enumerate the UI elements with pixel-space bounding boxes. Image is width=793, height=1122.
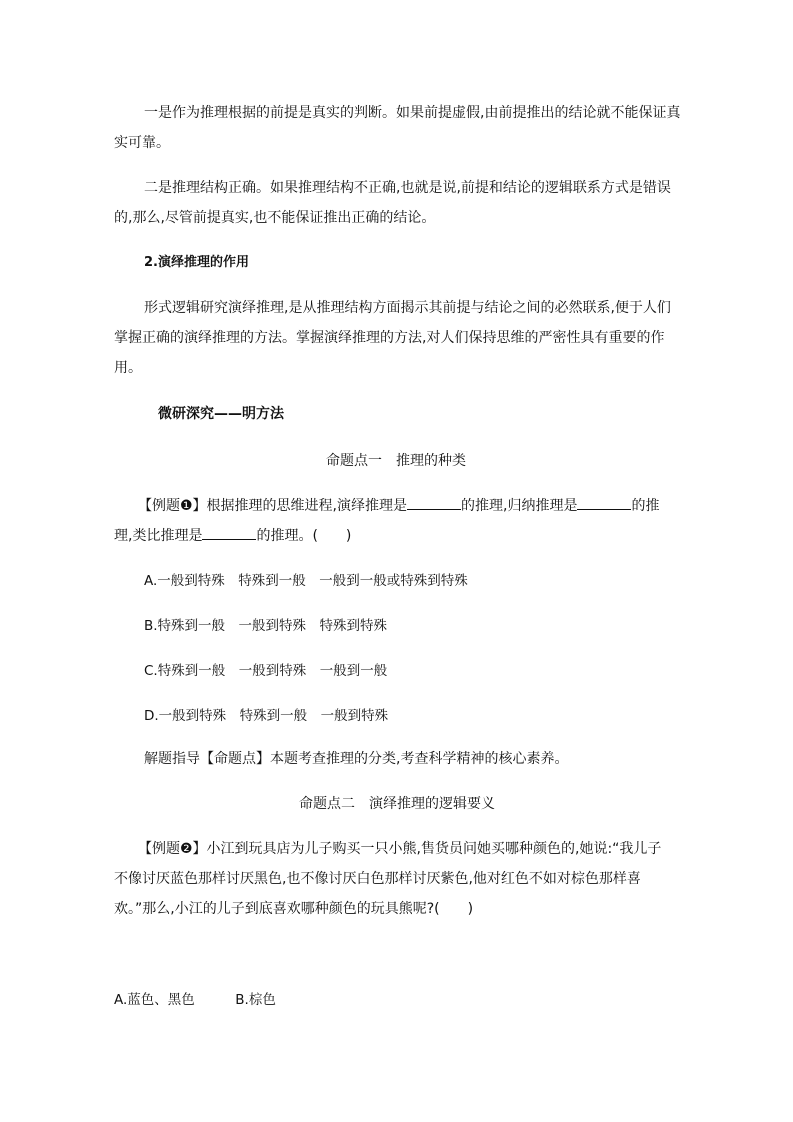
paragraph-line: 的,那么,尽管前提真实,也不能保证推出正确的结论。: [114, 210, 436, 226]
answer-blank: [407, 497, 461, 510]
answer-blank: [577, 497, 631, 510]
question-text: 的推理。( ): [256, 528, 352, 544]
paragraph-line: 用。: [114, 360, 142, 376]
question-text: 理,类比推理是: [114, 528, 203, 544]
question-line: 欢。”那么,小江的儿子到底喜欢哪种颜色的玩具熊呢?( ): [114, 901, 474, 917]
question-line: 不像讨厌蓝色那样讨厌黑色,也不像讨厌白色那样讨厌紫色,他对红色不如对棕色那样喜: [114, 871, 641, 887]
paragraph-line: 实可靠。: [114, 135, 170, 151]
subheading: 2.演绎推理的作用: [144, 255, 249, 270]
question-text: 【例题❶】根据推理的思维进程,演绎推理是: [138, 498, 407, 514]
paragraph-line: 一是作为推理根据的前提是真实的判断。如果前提虚假,由前提推出的结论就不能保证真: [144, 105, 681, 121]
paragraph-line: 二是推理结构正确。如果推理结构不正确,也就是说,前提和结论的逻辑联系方式是错误: [144, 180, 671, 196]
question-text: 的推: [631, 498, 660, 514]
option-c: C.特殊到一般 一般到特殊 一般到一般: [144, 663, 388, 679]
question-text: 的推理,归纳推理是: [461, 498, 578, 514]
paragraph-line: 掌握正确的演绎推理的方法。掌握演绎推理的方法,对人们保持思维的严密性具有重要的作: [114, 330, 665, 346]
option-a: A.一般到特殊 特殊到一般 一般到一般或特殊到特殊: [144, 573, 468, 589]
solution-guide: 解题指导【命题点】本题考查推理的分类,考查科学精神的核心素养。: [144, 751, 569, 767]
question-line: 【例题❷】小江到玩具店为儿子购买一只小熊,售货员问她买哪种颜色的,她说:“我儿子: [138, 841, 662, 857]
question-line: [138, 497, 659, 515]
options-ab: A.蓝色、黑色 B.棕色: [114, 992, 276, 1008]
option-b: B.特殊到一般 一般到特殊 特殊到特殊: [144, 618, 388, 634]
topic-heading: 命题点一 推理的种类: [326, 453, 466, 469]
answer-blank: [202, 527, 256, 540]
paragraph-line: 形式逻辑研究演绎推理,是从推理结构方面揭示其前提与结论之间的必然联系,便于人们: [144, 300, 671, 316]
section-heading: 微研深究——明方法: [158, 406, 284, 422]
topic-heading: 命题点二 演绎推理的逻辑要义: [299, 796, 495, 812]
question-line: [114, 527, 351, 545]
option-d: D.一般到特殊 特殊到一般 一般到特殊: [144, 708, 389, 724]
